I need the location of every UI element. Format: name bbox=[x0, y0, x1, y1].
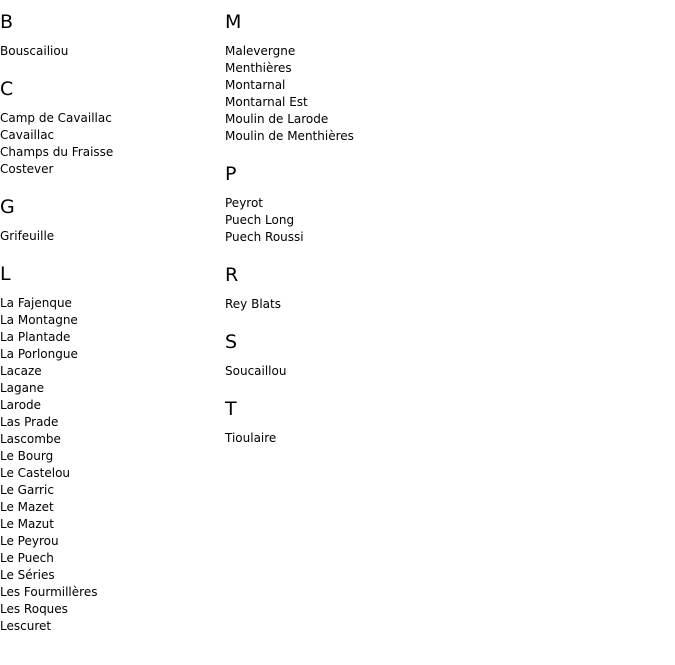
right-column bbox=[225, 0, 525, 447]
letter-group-g bbox=[0, 196, 215, 245]
place-item[interactable]: Le Mazet bbox=[0, 500, 54, 514]
place-item[interactable]: La Fajenque bbox=[0, 296, 72, 310]
place-list bbox=[225, 363, 525, 380]
letter-heading: L bbox=[0, 263, 11, 285]
place-item[interactable]: Cavaillac bbox=[0, 128, 55, 142]
place-list bbox=[225, 296, 525, 313]
place-item[interactable]: La Montagne bbox=[0, 313, 78, 327]
place-item[interactable]: Costever bbox=[0, 162, 54, 176]
place-item[interactable]: Le Castelou bbox=[0, 466, 71, 480]
place-item[interactable]: Rey Blats bbox=[225, 297, 281, 311]
place-item[interactable]: Grifeuille bbox=[0, 229, 55, 243]
left-column bbox=[0, 0, 215, 635]
place-item[interactable]: Champs du Fraisse bbox=[0, 145, 114, 159]
place-item[interactable]: La Porlongue bbox=[0, 347, 78, 361]
place-item[interactable]: Moulin de Menthières bbox=[225, 129, 354, 143]
place-item[interactable]: Les Fourmillères bbox=[0, 585, 98, 599]
letter-group-l bbox=[0, 263, 215, 635]
place-item[interactable]: Montarnal Est bbox=[225, 95, 308, 109]
letter-heading: T bbox=[225, 398, 237, 420]
place-item[interactable]: Camp de Cavaillac bbox=[0, 111, 112, 125]
place-item[interactable]: Peyrot bbox=[225, 196, 264, 210]
place-item[interactable]: Moulin de Larode bbox=[225, 112, 329, 126]
place-item[interactable]: Le Peyrou bbox=[0, 534, 59, 548]
letter-group-m bbox=[225, 11, 525, 145]
place-list bbox=[225, 195, 525, 246]
letter-heading: C bbox=[0, 78, 14, 100]
letter-heading: S bbox=[225, 331, 238, 353]
place-item[interactable]: Lescuret bbox=[0, 619, 52, 633]
place-list bbox=[0, 295, 215, 635]
letter-group-s bbox=[225, 331, 525, 380]
place-item[interactable]: Malevergne bbox=[225, 44, 296, 58]
place-list bbox=[0, 228, 215, 245]
place-item[interactable]: Les Roques bbox=[0, 602, 68, 616]
place-item[interactable]: Puech Long bbox=[225, 213, 295, 227]
place-item[interactable]: Montarnal bbox=[225, 78, 286, 92]
place-item[interactable]: Soucaillou bbox=[225, 364, 287, 378]
place-item[interactable]: Larode bbox=[0, 398, 42, 412]
place-list bbox=[0, 43, 215, 60]
letter-group-p bbox=[225, 163, 525, 246]
letter-heading: P bbox=[225, 163, 237, 185]
letter-heading: M bbox=[225, 11, 242, 33]
place-item[interactable]: Le Séries bbox=[0, 568, 55, 582]
place-item[interactable]: La Plantade bbox=[0, 330, 71, 344]
place-item[interactable]: Le Mazut bbox=[0, 517, 54, 531]
place-item[interactable]: Tioulaire bbox=[225, 431, 277, 445]
place-list bbox=[225, 43, 525, 145]
letter-group-t bbox=[225, 398, 525, 447]
letter-group-c bbox=[0, 78, 215, 178]
place-item[interactable]: Puech Roussi bbox=[225, 230, 304, 244]
letter-heading: R bbox=[225, 264, 239, 286]
place-item[interactable]: Las Prade bbox=[0, 415, 59, 429]
place-list bbox=[0, 110, 215, 178]
place-item[interactable]: Le Puech bbox=[0, 551, 54, 565]
place-item[interactable]: Le Bourg bbox=[0, 449, 54, 463]
letter-group-r bbox=[225, 264, 525, 313]
letter-heading: G bbox=[0, 196, 15, 218]
place-list bbox=[225, 430, 525, 447]
place-item[interactable]: Menthières bbox=[225, 61, 292, 75]
place-item[interactable]: Lascombe bbox=[0, 432, 61, 446]
place-item[interactable]: Lagane bbox=[0, 381, 44, 395]
letter-group-b bbox=[0, 11, 215, 60]
place-item[interactable]: Lacaze bbox=[0, 364, 42, 378]
letter-heading: B bbox=[0, 11, 14, 33]
place-item[interactable]: Le Garric bbox=[0, 483, 54, 497]
place-item[interactable]: Bouscailiou bbox=[0, 44, 69, 58]
